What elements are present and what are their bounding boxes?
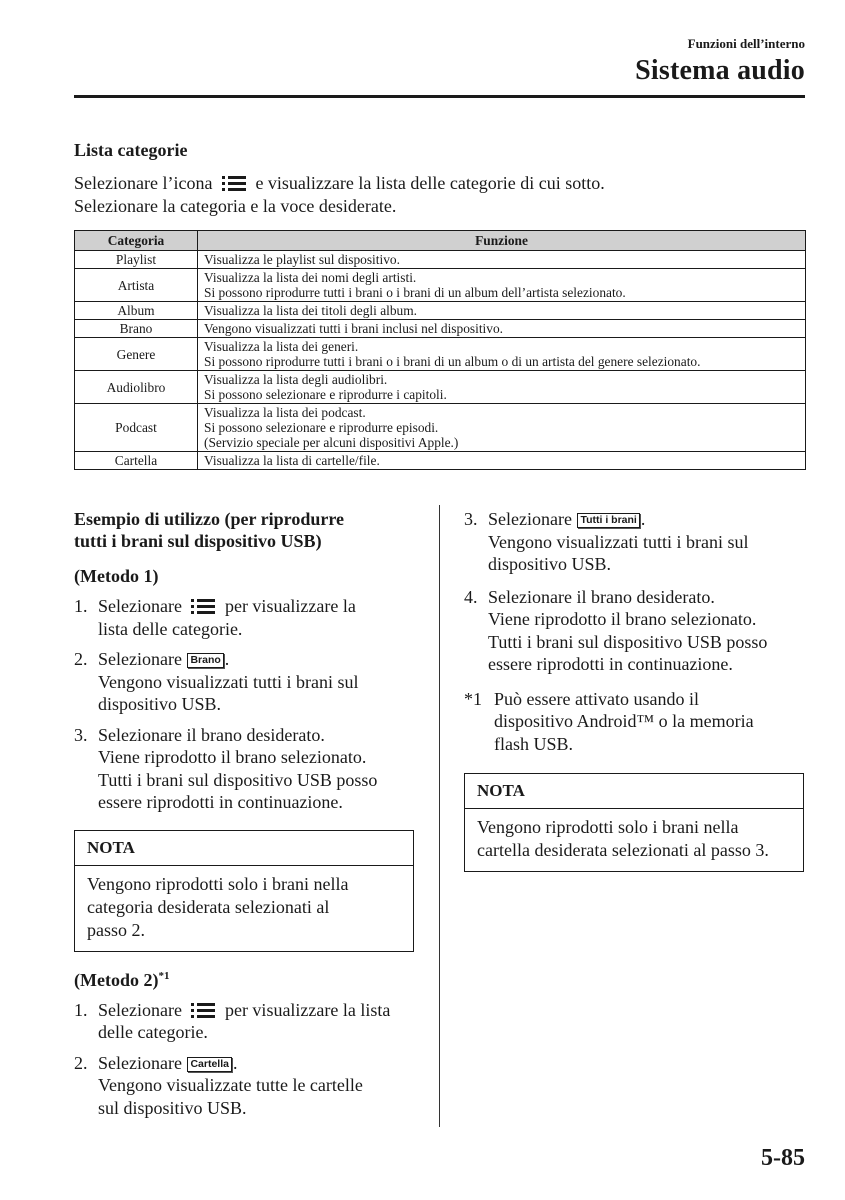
tutti-i-brani-button[interactable]: Tutti i brani xyxy=(577,513,639,528)
step-text: dispositivo USB. xyxy=(488,554,612,574)
step-number: 1. xyxy=(74,999,88,1020)
function-cell xyxy=(198,338,806,371)
note-title: NOTA xyxy=(75,831,413,866)
category-cell: Artista xyxy=(75,269,198,302)
method2-step-2 xyxy=(74,1052,414,1120)
column-header-category: Categoria xyxy=(75,231,198,251)
function-cell xyxy=(198,320,806,338)
step-text: delle categorie. xyxy=(98,1022,208,1042)
category-cell: Podcast xyxy=(75,404,198,452)
footnote-marker: *1 xyxy=(158,969,170,982)
category-cell: Audiolibro xyxy=(75,371,198,404)
step-text: lista delle categorie. xyxy=(98,618,243,639)
note-line: categoria desiderata selezionati al xyxy=(87,896,330,917)
intro-text-after: e visualizzare la lista delle categorie di cui sotto. xyxy=(255,173,605,193)
function-cell xyxy=(198,269,806,302)
step-text: essere riprodotti in continuazione. xyxy=(98,792,343,812)
note-body xyxy=(75,866,413,951)
step-text: Selezionare xyxy=(98,999,182,1020)
method1-step-3 xyxy=(74,724,414,814)
section-title: Funzioni dell’interno xyxy=(687,36,805,51)
step-number: 2. xyxy=(74,1052,88,1073)
table-row xyxy=(75,302,806,320)
page-title: Sistema audio xyxy=(635,55,805,86)
list-icon xyxy=(221,175,247,192)
category-list-intro xyxy=(74,172,774,218)
function-line: Vengono visualizzati tutti i brani inclusi nel dispositivo. xyxy=(204,321,504,336)
note-line: Vengono riprodotti solo i brani nella xyxy=(87,873,349,894)
step-text: Selezionare xyxy=(488,509,572,529)
function-line: Visualizza la lista degli audiolibri. xyxy=(204,372,388,387)
cartella-button[interactable]: Cartella xyxy=(187,1057,232,1072)
function-line: Si possono riprodurre tutti i brani o i brani di un album o di un artista del genere selezionato. xyxy=(204,354,701,369)
intro-text-before: Selezionare l’icona xyxy=(74,173,213,193)
table-row xyxy=(75,338,806,371)
function-line: Visualizza la lista dei titoli degli album. xyxy=(204,303,418,318)
function-line: Si possono riprodurre tutti i brani o i brani di un album dell’artista selezionato. xyxy=(204,285,626,300)
method2-label-text: (Metodo 2) xyxy=(74,969,159,990)
function-cell xyxy=(198,371,806,404)
function-line: Visualizza la lista di cartelle/file. xyxy=(204,453,380,468)
table-row xyxy=(75,320,806,338)
step-number: 4. xyxy=(464,586,478,607)
footnote-text: dispositivo Android™ o la memoria xyxy=(494,711,754,731)
category-cell: Brano xyxy=(75,320,198,338)
step-text: Selezionare il brano desiderato. xyxy=(98,724,325,745)
function-cell xyxy=(198,452,806,470)
note-line: cartella desiderata selezionati al passo 3. xyxy=(477,840,769,860)
step-number: 2. xyxy=(74,649,88,669)
step-text: Vengono visualizzati tutti i brani sul xyxy=(98,671,359,692)
table-header-row xyxy=(75,231,806,251)
step-text: per visualizzare la xyxy=(224,596,356,616)
method1-note-box xyxy=(74,830,414,952)
example-title-line: Esempio di utilizzo (per riprodurre xyxy=(74,509,344,529)
step-text: dispositivo USB. xyxy=(98,694,222,714)
category-list-heading: Lista categorie xyxy=(74,140,188,160)
function-line: Visualizza la lista dei generi. xyxy=(204,339,359,354)
function-line: Si possono selezionare e riprodurre episodi. xyxy=(204,420,439,435)
brano-button[interactable]: Brano xyxy=(187,653,223,668)
note-body xyxy=(465,809,803,871)
example-title-line: tutti i brani sul dispositivo USB) xyxy=(74,531,322,551)
method2-step-3 xyxy=(464,508,804,576)
note-line: Vengono riprodotti solo i brani nella xyxy=(477,817,739,837)
note-line: passo 2. xyxy=(87,919,145,940)
column-header-function: Funzione xyxy=(198,231,806,251)
step-number: 3. xyxy=(464,509,478,529)
left-column xyxy=(74,508,414,1119)
table-row xyxy=(75,371,806,404)
step-text: Vengono visualizzate tutte le cartelle xyxy=(98,1075,363,1095)
method2-label xyxy=(74,970,414,991)
category-cell: Playlist xyxy=(75,251,198,269)
list-icon xyxy=(190,1002,216,1019)
function-line: Visualizza la lista dei podcast. xyxy=(204,405,366,420)
column-divider xyxy=(439,505,440,1127)
footnote-text: Può essere attivato usando il xyxy=(494,688,699,709)
step-text: Selezionare xyxy=(98,596,182,616)
step-text: Tutti i brani sul dispositivo USB posso xyxy=(488,631,768,652)
category-cell: Genere xyxy=(75,338,198,371)
step-text: Selezionare xyxy=(98,649,182,669)
step-text: essere riprodotti in continuazione. xyxy=(488,654,733,674)
function-line: Visualizza le playlist sul dispositivo. xyxy=(204,252,400,267)
table-row xyxy=(75,251,806,269)
function-line: Visualizza la lista dei nomi degli artisti. xyxy=(204,270,417,285)
step-text: . xyxy=(224,649,230,669)
function-line: Si possono selezionare e riprodurre i capitoli. xyxy=(204,387,447,402)
table-row xyxy=(75,269,806,302)
example-title xyxy=(74,508,414,552)
method2-note-box xyxy=(464,773,804,872)
function-line: (Servizio speciale per alcuni dispositivi Apple.) xyxy=(204,435,459,450)
footnote-text: flash USB. xyxy=(494,733,574,754)
step-number: 1. xyxy=(74,596,88,616)
list-icon xyxy=(190,598,216,615)
step-text: Selezionare il brano desiderato. xyxy=(488,586,715,607)
table-row xyxy=(75,404,806,452)
function-cell xyxy=(198,302,806,320)
step-text: . xyxy=(232,1052,238,1073)
step-text: Tutti i brani sul dispositivo USB posso xyxy=(98,769,378,790)
footnote xyxy=(464,688,804,756)
table-row xyxy=(75,452,806,470)
right-column xyxy=(464,508,804,872)
method2-step-1 xyxy=(74,999,414,1044)
method2-step-4 xyxy=(464,586,804,676)
step-text: sul dispositivo USB. xyxy=(98,1097,247,1118)
category-cell: Album xyxy=(75,302,198,320)
method1-step-2 xyxy=(74,648,414,716)
method1-step-1 xyxy=(74,595,414,640)
note-title: NOTA xyxy=(465,774,803,809)
footnote-mark: *1 xyxy=(464,688,482,709)
step-text: per visualizzare la lista xyxy=(224,999,391,1020)
step-text: . xyxy=(640,509,646,529)
category-cell: Cartella xyxy=(75,452,198,470)
step-text: Vengono visualizzati tutti i brani sul xyxy=(488,531,749,552)
function-cell xyxy=(198,404,806,452)
step-text: Viene riprodotto il brano selezionato. xyxy=(488,609,757,629)
step-text: Selezionare xyxy=(98,1052,182,1073)
step-number: 3. xyxy=(74,724,88,745)
category-table xyxy=(74,230,806,470)
header-rule xyxy=(74,95,805,98)
intro-text-line2: Selezionare la categoria e la voce desiderate. xyxy=(74,196,397,216)
method1-label: (Metodo 1) xyxy=(74,566,159,586)
function-cell xyxy=(198,251,806,269)
page-number: 5-85 xyxy=(761,1145,805,1171)
step-text: Viene riprodotto il brano selezionato. xyxy=(98,747,367,767)
